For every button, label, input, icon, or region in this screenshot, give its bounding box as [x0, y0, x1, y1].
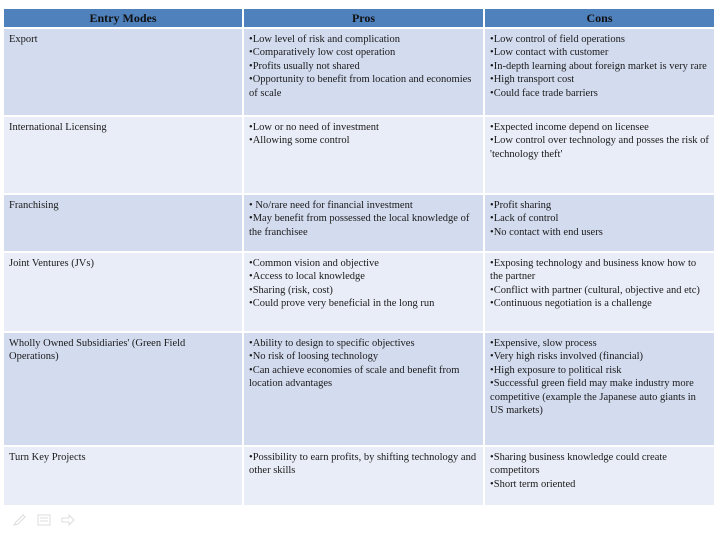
cons-cell: [485, 253, 714, 331]
entry-mode-label: International Licensing: [9, 122, 107, 133]
cons-item: •High exposure to political risk: [490, 364, 622, 376]
pros-item: •Low level of risk and complication: [249, 34, 400, 45]
pros-item: •May benefit from possessed the local knowledge of the franchisee: [249, 213, 470, 238]
cons-cell: [485, 333, 714, 445]
entry-mode-cell: [4, 333, 242, 445]
entry-mode-cell: [4, 117, 242, 193]
cons-item: •Continuous negotiation is a challenge: [490, 298, 652, 310]
pros-item: •No risk of loosing technology: [249, 351, 379, 363]
pros-item: •Sharing (risk, cost): [249, 284, 333, 296]
cons-item: •Very high risks involved (financial): [490, 351, 644, 363]
pros-item: •Access to local knowledge: [249, 271, 365, 283]
pros-cell: [244, 117, 483, 193]
entry-mode-cell: [4, 253, 242, 331]
entry-mode-label: Export: [9, 34, 38, 45]
pros-cell: [244, 253, 483, 331]
cons-item: •Conflict with partner (cultural, objective and etc): [490, 284, 700, 296]
table-row: [4, 195, 714, 251]
entry-mode-label: Turn Key Projects: [9, 452, 86, 463]
cons-item: •Low control of field operations: [490, 34, 625, 45]
header-entry-modes: Entry Modes: [4, 9, 242, 27]
pros-item: •Could prove very beneficial in the long run: [249, 298, 435, 310]
entry-modes-table: [2, 7, 716, 507]
header-pros: Pros: [244, 9, 483, 27]
table-row: [4, 117, 714, 193]
cons-item: •High transport cost: [490, 74, 575, 86]
cons-item: •Could face trade barriers: [490, 87, 598, 99]
cons-cell: [485, 195, 714, 251]
cons-item: •Sharing business knowledge could create competitors: [490, 452, 667, 477]
pros-item: •Common vision and objective: [249, 258, 379, 269]
cons-item: •Exposing technology and business know how to the partner: [490, 258, 697, 283]
table-row: [4, 29, 714, 115]
pros-item: •Opportunity to benefit from location and economies of scale: [249, 74, 472, 99]
pros-item: •Comparatively low cost operation: [249, 47, 396, 59]
cons-item: •Low control over technology and posses the risk of 'technology theft': [490, 135, 709, 160]
entry-mode-label: Franchising: [9, 200, 59, 211]
cons-item: •Profit sharing: [490, 200, 552, 211]
cons-item: •Lack of control: [490, 213, 559, 225]
pros-cell: [244, 333, 483, 445]
cons-cell: [485, 29, 714, 115]
cons-item: •In-depth learning about foreign market is very rare: [490, 60, 707, 72]
pen-icon[interactable]: [13, 513, 27, 525]
pros-item: •Allowing some control: [249, 135, 350, 147]
table-row: [4, 447, 714, 505]
entry-mode-label: Wholly Owned Subsidiaries' (Green Field Operations): [9, 338, 186, 363]
table-row: [4, 333, 714, 445]
header-cons: Cons: [485, 9, 714, 27]
pros-cell: [244, 447, 483, 505]
pros-cell: [244, 195, 483, 251]
menu-icon[interactable]: [37, 513, 51, 525]
cons-cell: [485, 117, 714, 193]
pros-item: •Low or no need of investment: [249, 122, 379, 133]
pros-item: • No/rare need for financial investment: [249, 200, 413, 211]
cons-item: •No contact with end users: [490, 226, 603, 238]
header-row: [4, 9, 714, 27]
pros-item: •Ability to design to specific objectives: [249, 338, 415, 349]
cons-item: •Expensive, slow process: [490, 338, 597, 349]
pros-item: •Profits usually not shared: [249, 60, 360, 72]
pros-item: •Can achieve economies of scale and benefit from location advantages: [249, 364, 460, 390]
table-row: [4, 253, 714, 331]
slideshow-controls: [13, 513, 75, 525]
cons-cell: [485, 447, 714, 505]
pros-item: •Possibility to earn profits, by shifting technology and other skills: [249, 452, 477, 477]
pros-cell: [244, 29, 483, 115]
entry-mode-cell: [4, 447, 242, 505]
cons-item: •Low contact with customer: [490, 47, 609, 59]
entry-mode-label: Joint Ventures (JVs): [9, 258, 94, 269]
next-slide-icon[interactable]: [61, 513, 75, 525]
cons-item: •Expected income depend on licensee: [490, 122, 649, 133]
entry-mode-cell: [4, 195, 242, 251]
cons-item: •Successful green field may make industry more competitive (example the Japanese auto giants in US markets): [490, 378, 696, 417]
entry-mode-cell: [4, 29, 242, 115]
cons-item: •Short term oriented: [490, 478, 576, 490]
